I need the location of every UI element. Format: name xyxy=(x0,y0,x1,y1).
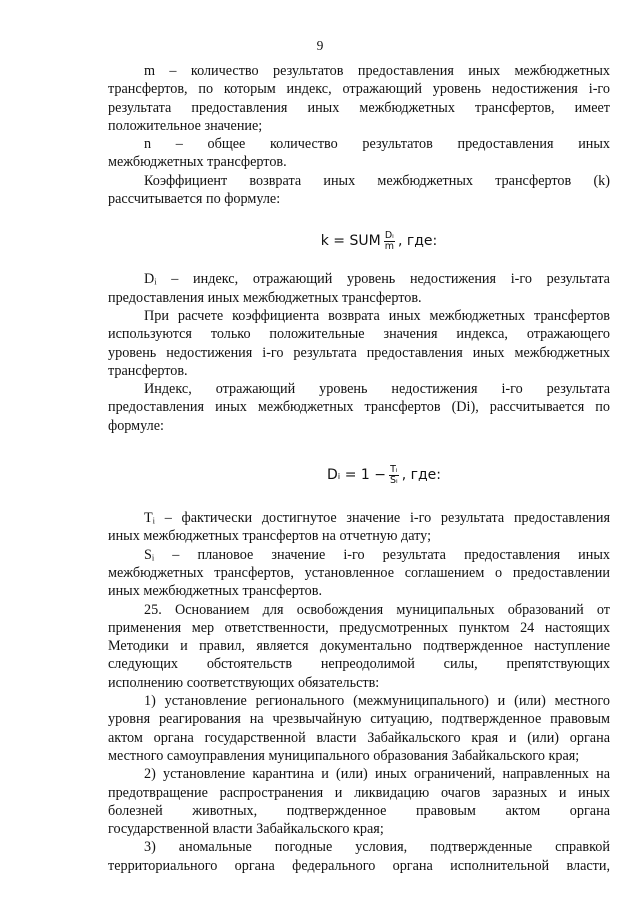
n-definition-line-2: межбюджетных трансфертов. xyxy=(108,154,287,171)
formula-d-denominator: Sᵢ xyxy=(390,474,398,486)
formula-d-fraction xyxy=(389,465,399,486)
formula-k xyxy=(108,212,610,270)
calc-note-line-4: трансфертов. xyxy=(108,362,188,379)
index-intro-line-3: формуле: xyxy=(108,417,164,434)
item-2-line-4: государственной власти Забайкальского края; xyxy=(108,821,384,838)
k-intro-line-2: рассчитывается по формуле: xyxy=(108,191,281,208)
ti-definition-line-2: иных межбюджетных трансфертов на отчетную дату; xyxy=(108,528,432,545)
si-definition-line-1: Sᵢ – плановое значение i-го результата предоставления иных xyxy=(144,546,610,563)
formula-k-denominator: m xyxy=(384,240,394,252)
calc-note-line-1: При расчете коэффициента возврата иных межбюджетных трансфертов xyxy=(144,307,610,324)
page-number: 9 xyxy=(316,38,324,53)
clause-25-line-3: Методики и правил, является документально подтвержденное наступление xyxy=(108,638,610,655)
item-3-line-1: 3) аномальные погодные условия, подтвержденные справкой xyxy=(144,839,610,856)
m-definition-line-3: результата предоставления иных межбюджетных трансфертов, имеет xyxy=(108,99,610,116)
formula-d-lhs: Dᵢ = 1 − xyxy=(326,466,386,483)
formula-k-tail: , где: xyxy=(397,233,438,250)
formula-k-fraction xyxy=(384,231,395,252)
document-body xyxy=(108,62,610,875)
m-definition-line-1: m – количество результатов предоставления иных межбюджетных xyxy=(144,63,610,79)
formula-d-tail: , где: xyxy=(401,466,441,483)
item-2-line-3: болезней животных, подтвержденное правовым актом органа xyxy=(108,802,610,819)
formula-d-numerator: Tᵢ xyxy=(390,463,398,475)
si-definition-line-3: иных межбюджетных трансфертов. xyxy=(108,583,323,600)
m-definition-line-2: трансфертов, по которым индекс, отражающий уровень недостижения i-го xyxy=(108,81,610,98)
item-1-line-2: уровня реагирования на чрезвычайную ситуацию, подтвержденное правовым xyxy=(108,711,610,728)
formula-d xyxy=(108,449,610,501)
item-1-line-3: актом органа государственной власти Забайкальского края и (или) органа xyxy=(108,729,610,746)
ti-definition-line-1: Tᵢ – фактически достигнутое значение i-го результата предоставления xyxy=(144,510,610,527)
item-1-line-1: 1) установление регионального (межмуниципального) и (или) местного xyxy=(144,693,610,710)
calc-note-line-3: уровень недостижения i-го результата предоставления иных межбюджетных xyxy=(108,344,610,361)
k-intro-line-1: Коэффициент возврата иных межбюджетных трансфертов (k) xyxy=(144,172,610,189)
di-definition-line-1: Dᵢ – индекс, отражающий уровень недостижения i-го результата xyxy=(144,271,610,288)
si-definition-line-2: межбюджетных трансфертов, установленное соглашением о предоставлении xyxy=(108,564,610,581)
item-2-line-1: 2) установление карантина и (или) иных ограничений, направленных на xyxy=(144,766,610,783)
clause-25-line-5: исполнению соответствующих обязательств: xyxy=(108,674,380,691)
index-intro-line-1: Индекс, отражающий уровень недостижения i-го результата xyxy=(144,381,610,398)
m-definition-line-4: положительное значение; xyxy=(108,117,263,134)
formula-k-numerator: Dᵢ xyxy=(384,229,394,241)
item-1-line-4: местного самоуправления муниципального образования Забайкальского края; xyxy=(108,747,580,764)
n-definition-line-1: n – общее количество результатов предоставления иных xyxy=(144,136,610,153)
item-2-line-2: предотвращение распространения и ликвидацию очагов заразных и иных xyxy=(108,784,610,801)
di-definition-line-2: предоставления иных межбюджетных трансфертов. xyxy=(108,289,422,306)
clause-25-line-2: применения мер ответственности, предусмотренных пунктом 24 настоящих xyxy=(108,619,610,636)
clause-25-line-4: следующих обстоятельств непреодолимой силы, препятствующих xyxy=(108,656,610,673)
index-intro-line-2: предоставления иных межбюджетных трансфертов (Di), рассчитывается по xyxy=(108,399,610,416)
calc-note-line-2: используются только положительные значения индекса, отражающего xyxy=(108,326,610,343)
formula-k-lhs: k = SUM xyxy=(320,233,381,250)
item-3-line-2: территориального органа федерального органа исполнительной власти, xyxy=(108,857,610,874)
clause-25-line-1: 25. Основанием для освобождения муниципальных образований от xyxy=(144,601,610,618)
